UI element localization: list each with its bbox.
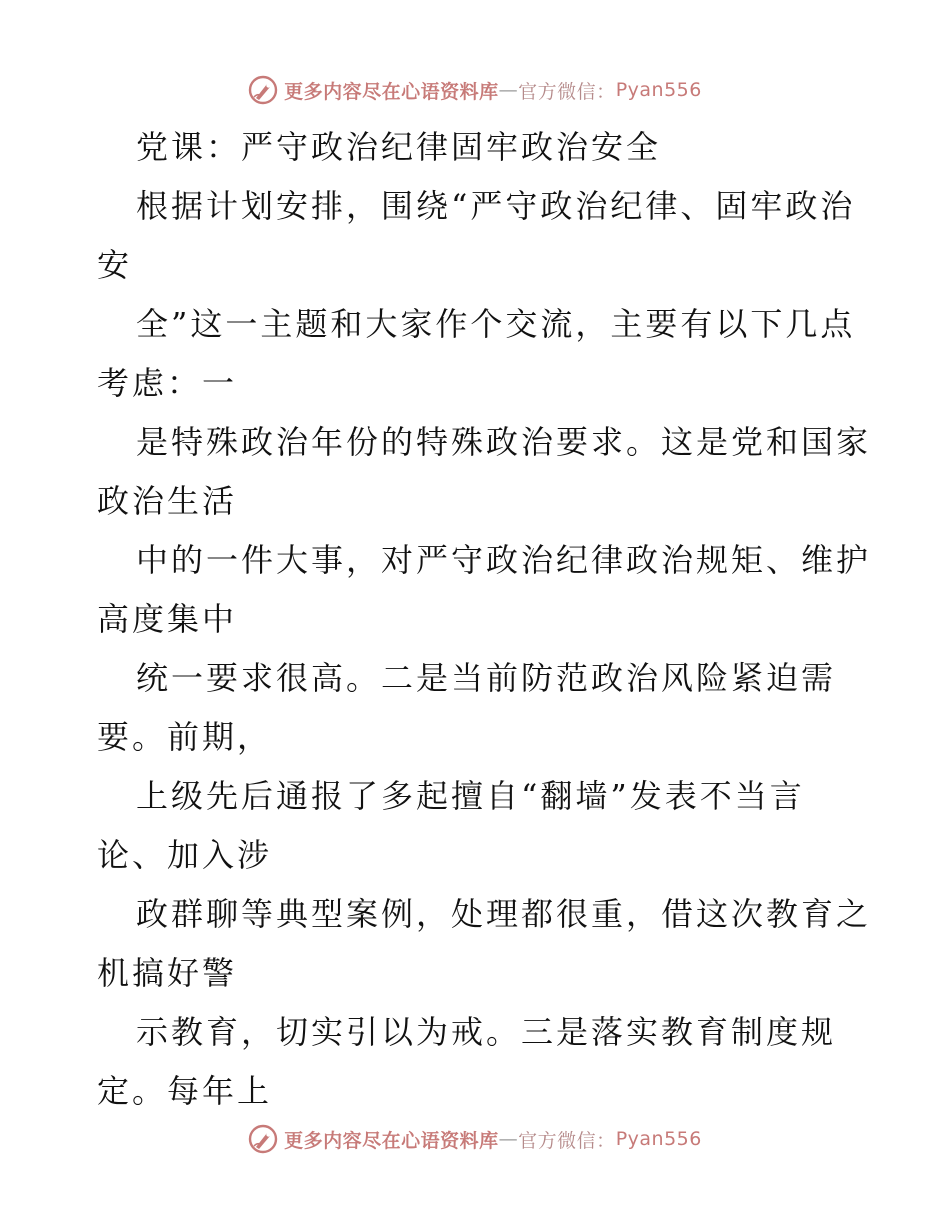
footer-promo-text: 更多内容尽在心语资料库 — [284, 1129, 499, 1152]
body-line: 示教育，切实引以为戒。三是落实教育制度规 — [136, 1013, 837, 1051]
footer-wechat-label: 官方微信： — [518, 1129, 616, 1152]
body-line: 定。每年上 — [97, 1072, 273, 1110]
body-line: 论、加入涉 — [97, 836, 273, 874]
pen-nib-logo-icon — [248, 75, 278, 105]
body-line: 全”这一主题和大家作个交流，主要有以下几点 — [136, 305, 856, 343]
header-promo-text: 更多内容尽在心语资料库 — [284, 80, 499, 103]
body-line: 高度集中 — [97, 600, 238, 638]
footer-banner — [0, 1121, 950, 1157]
pen-nib-logo-icon — [248, 1124, 278, 1154]
body-line: 统一要求很高。二是当前防范政治风险紧迫需 — [136, 659, 837, 697]
body-line: 要。前期， — [97, 718, 273, 756]
body-line: 考虑：一 — [97, 364, 238, 402]
body-line: 是特殊政治年份的特殊政治要求。这是党和国家 — [136, 423, 872, 461]
header-wechat-id: Pyan556 — [615, 79, 702, 101]
body-line: 安 — [97, 246, 133, 284]
header-wechat-label: 官方微信： — [518, 80, 616, 103]
body-line: 政群聊等典型案例，处理都很重，借这次教育之 — [136, 895, 872, 933]
body-line: 机搞好警 — [97, 954, 238, 992]
header-dash: — — [498, 79, 519, 101]
header-banner — [0, 72, 950, 108]
document-body — [97, 118, 872, 1121]
body-line: 上级先后通报了多起擅自“翻墙”发表不当言 — [136, 777, 805, 815]
body-line: 政治生活 — [97, 482, 238, 520]
body-line: 中的一件大事，对严守政治纪律政治规矩、维护 — [136, 541, 872, 579]
document-title: 党课：严守政治纪律固牢政治安全 — [136, 128, 662, 166]
body-line: 根据计划安排，围绕“严守政治纪律、固牢政治 — [136, 187, 856, 225]
footer-dash: — — [498, 1128, 519, 1150]
footer-wechat-id: Pyan556 — [615, 1128, 702, 1150]
